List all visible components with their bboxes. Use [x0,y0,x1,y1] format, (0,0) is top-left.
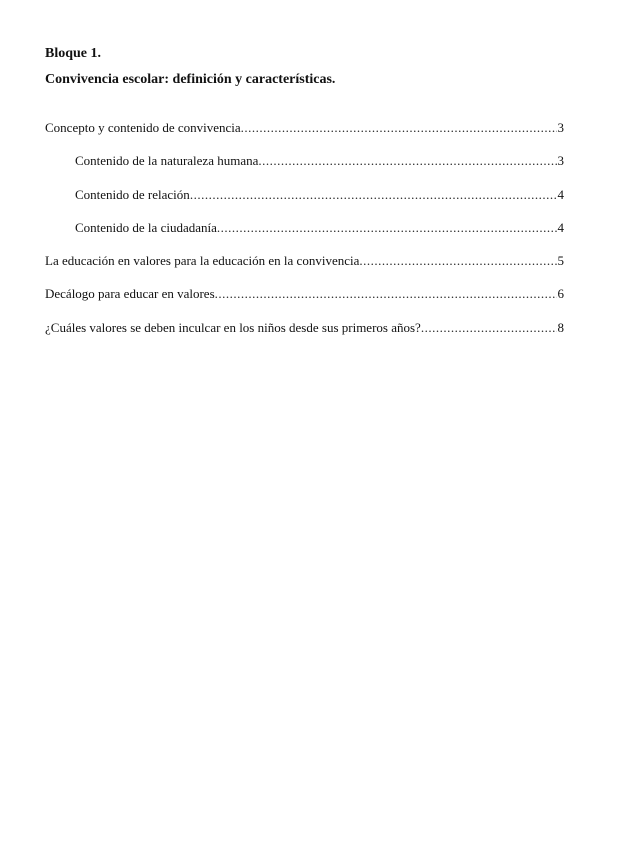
toc-leader-dots [359,253,556,269]
toc-entry[interactable] [75,187,564,203]
toc-leader-dots [215,286,557,302]
toc-entry-text: Contenido de la naturaleza humana [75,153,259,168]
block-heading: Bloque 1. [45,46,102,61]
toc-leader-dots [217,220,557,236]
toc-page-number: 4 [557,220,564,235]
toc-entry-text: Concepto y contenido de convivencia [45,120,241,135]
toc-entry-text: Contenido de la ciudadanía [75,220,217,235]
toc-entry[interactable] [45,120,564,136]
toc-page-number: 4 [557,187,564,202]
toc-entry[interactable] [75,153,564,169]
toc-leader-dots [241,120,557,136]
toc-page-number: 3 [557,120,564,135]
toc-page-number: 3 [557,153,564,168]
toc-entry[interactable] [45,320,564,336]
toc-leader-dots [258,153,556,169]
toc-entry-text: Decálogo para educar en valores [45,286,215,301]
toc-leader-dots [421,320,557,336]
toc-entry-text: Contenido de relación [75,187,190,202]
toc-entry[interactable] [45,286,564,302]
toc-entry[interactable] [75,220,564,236]
toc-entry[interactable] [45,253,564,269]
toc-entry-text: La educación en valores para la educación en la convivencia [45,253,360,268]
document-title: Convivencia escolar: definición y características. [45,72,336,87]
toc-entry-text: ¿Cuáles valores se deben inculcar en los niños desde sus primeros años? [45,320,421,335]
toc-page-number: 8 [557,320,564,335]
toc-page-number: 6 [557,286,564,301]
toc-leader-dots [190,187,557,203]
toc-page-number: 5 [557,253,564,268]
